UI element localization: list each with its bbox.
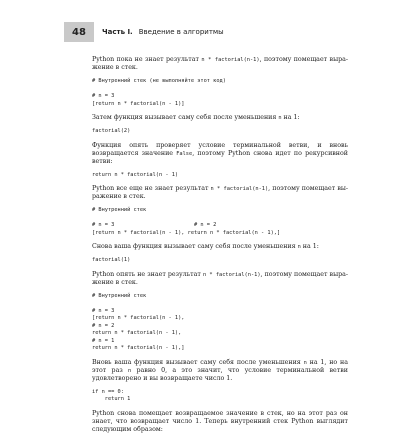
code-line: if n == 0: [92,388,124,395]
text-run: Python опять не знает результат [92,270,203,278]
code-line: return n * factorial(n - 1) [92,171,179,178]
code-line: # n = 2 [92,322,115,329]
text-run: Python снова помещает возвращаемое значение в стек, но на этот раз он знает, что возвращает число 1. Теперь внутренний стек Python выглядит следующим образом: [92,409,348,433]
body-paragraph [92,410,348,434]
inline-code: n * factorial(n-1) [202,271,261,278]
code-line: factorial(1) [92,257,131,263]
code-line: [return n * factorial(n - 1)] [92,100,185,107]
text-run: Снова ваша функция вызывает саму себя после уменьшения [92,243,298,250]
text-run: , поэтому помещает выра-жение в стек. [92,56,349,71]
code-line [92,300,348,308]
page-number: 48 [64,22,94,42]
running-header [64,22,364,42]
code-line: return n * factorial(n - 1), [92,330,182,336]
body-paragraph [92,185,348,201]
code-line: return n * factorial(n - 1),] [92,345,185,351]
body-paragraph [92,359,348,383]
body-paragraph [92,243,348,251]
text-run: Python все еще не знает результат [92,185,211,192]
code-line: # Внутренний стек [92,207,147,213]
code-block [92,257,348,265]
code-line: # n = 1 [92,337,115,344]
code-line: # n = 3 [92,307,115,314]
code-line [92,86,348,94]
text-run: Функция опять проверяет условие терминальной ветви, и вновь возвращается значение [92,141,348,157]
code-block [92,172,348,180]
body-paragraph [92,56,348,72]
text-run: на 1: [281,114,300,121]
part-label: Часть I. [102,28,133,36]
inline-code: False [176,150,193,157]
inline-code: n * factorial(n-1) [201,57,260,63]
inline-code: n * factorial(n-1) [210,186,269,192]
code-block [92,207,348,237]
body-paragraph [92,271,348,287]
code-line: # n = 3 # n = 2 [92,222,217,228]
code-line: return 1 [92,396,131,402]
text-run: на 1, но на этот раз [92,358,348,374]
code-block [92,293,348,353]
chapter-title: Введение в алгоритмы [138,28,224,36]
book-page [64,0,364,433]
code-line: # Внутренний стек (не выполняйте этот код) [92,78,226,84]
body-paragraph [92,142,348,166]
code-line: [return n * factorial(n - 1), [92,315,185,321]
code-line: factorial(2) [92,128,131,134]
text-run: Вновь ваша функция вызывает саму себя после уменьшения [92,358,304,366]
text-run: Затем функция вызывает саму себя после уменьшения [92,114,279,121]
code-block [92,389,348,404]
code-block [92,128,348,136]
inline-code: n [297,244,301,250]
body-paragraph [92,114,348,122]
text-run: , поэтому Python снова идет по рекурсивной ветви: [92,149,348,165]
text-run: , поэтому помещает выра-жение в стек. [92,270,348,286]
text-run: на 1: [300,243,319,250]
page-body [92,56,348,440]
code-line: # n = 3 [92,93,115,99]
inline-code: n [128,367,132,374]
text-run: равно 0, а это значит, что условие терминальной ветви удовлетворено и вы возвращаете число 1. [92,366,349,382]
text-run: , поэтому помещает вы-ражение в стек. [92,185,349,200]
code-block [92,78,348,108]
inline-code: n [303,359,307,366]
inline-code: n [278,115,282,121]
code-line [92,215,348,223]
chapter-heading [102,28,224,36]
code-line: # Внутренний стек [92,292,147,299]
code-line: [return n * factorial(n - 1), return n * factorial(n - 1),] [92,229,281,236]
text-run: Python пока не знает результат [92,56,202,63]
